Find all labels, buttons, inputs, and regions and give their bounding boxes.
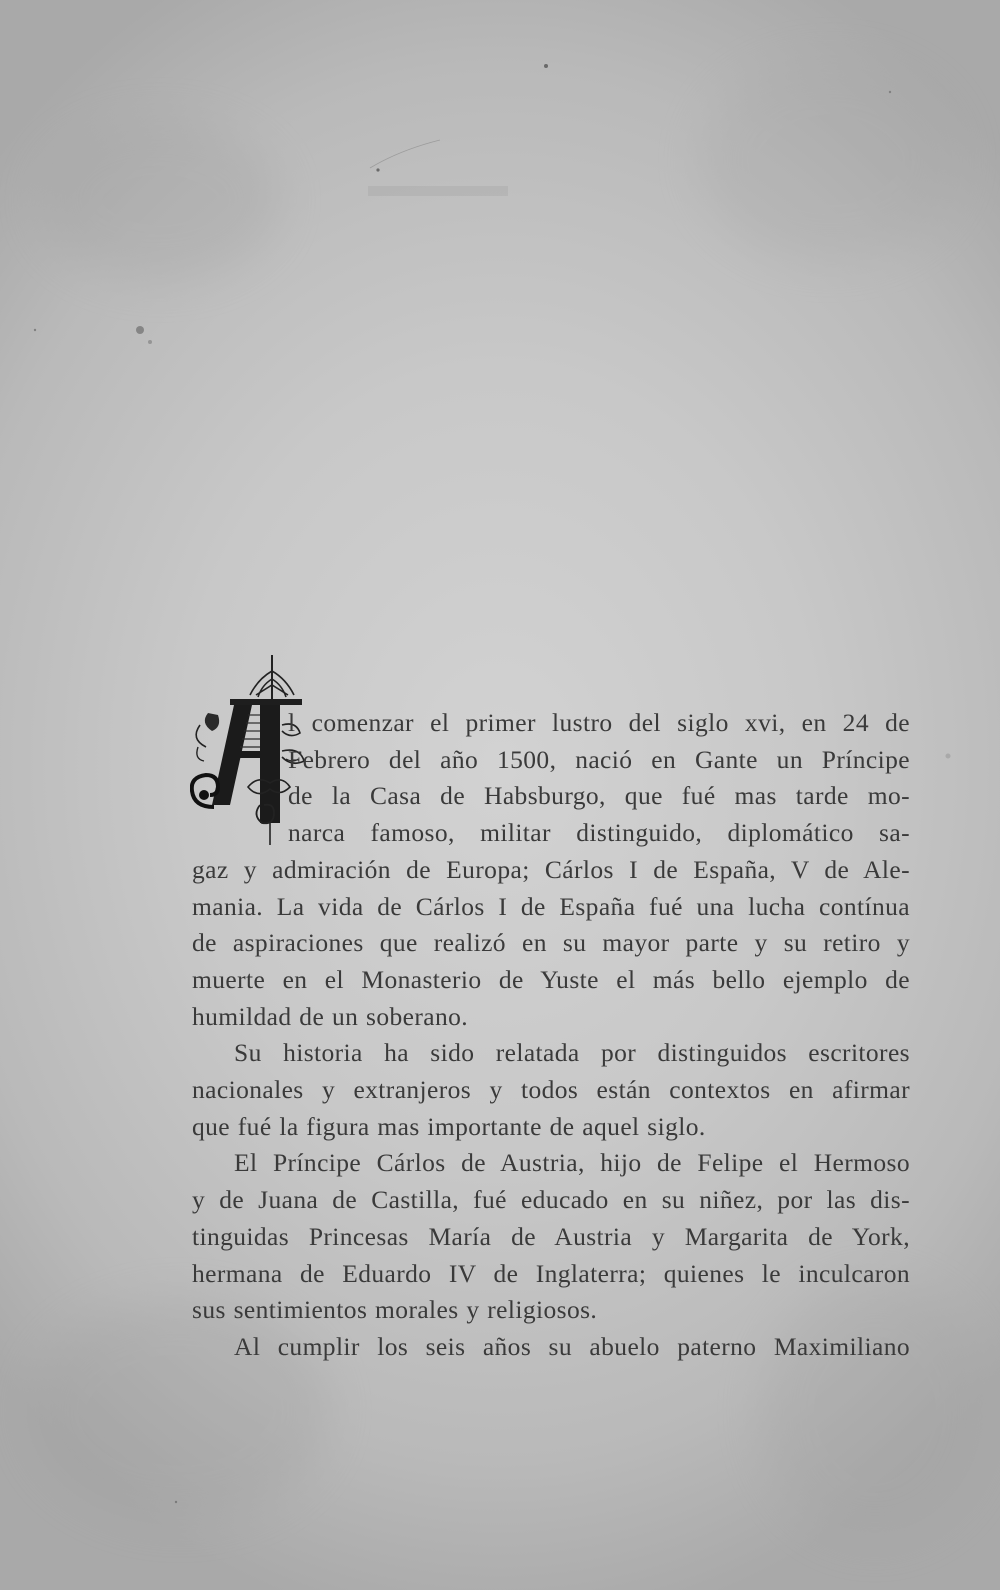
text-line: sus sentimientos morales y religiosos. — [192, 1295, 598, 1325]
text-line: narca famoso, militar distinguido, diplomático sa- — [288, 818, 910, 848]
text-line: Febrero del año 1500, nació en Gante un Príncipe — [288, 744, 910, 774]
faint-show-through-text — [368, 178, 508, 204]
text-line: tinguidas Princesas María de Austria y Margarita de York, — [192, 1221, 910, 1251]
paragraph — [192, 705, 910, 1035]
text-line: Su historia ha sido relatada por distinguidos escritores — [234, 1038, 910, 1068]
text-line: humildad de un soberano. — [192, 1001, 469, 1031]
text-line: El Príncipe Cárlos de Austria, hijo de Felipe el Hermoso — [234, 1148, 910, 1178]
text-line: de aspiraciones que realizó en su mayor parte y su retiro y — [192, 928, 910, 958]
paragraph — [192, 1035, 910, 1145]
text-line: gaz y admiración de Europa; Cárlos I de España, V de Ale- — [192, 854, 910, 884]
text-line: y de Juana de Castilla, fué educado en su niñez, por las dis- — [192, 1185, 910, 1215]
text-line: l comenzar el primer lustro del siglo xvi, en 24 de — [288, 708, 910, 737]
text-line: nacionales y extranjeros y todos están contextos en afirmar — [192, 1075, 910, 1105]
paragraph — [192, 1329, 910, 1366]
text-line: muerte en el Monasterio de Yuste el más bello ejemplo de — [192, 964, 910, 994]
body-text — [192, 705, 910, 1366]
paragraph — [192, 1145, 910, 1329]
text-line: hermana de Eduardo IV de Inglaterra; quienes le inculcaron — [192, 1258, 910, 1288]
text-line: que fué la figura mas importante de aquel siglo. — [192, 1111, 706, 1141]
text-line: mania. La vida de Cárlos I de España fué una lucha contínua — [192, 891, 910, 921]
text-line: de la Casa de Habsburgo, que fué mas tarde mo- — [288, 781, 910, 811]
text-line: Al cumplir los seis años su abuelo paterno Maximiliano — [234, 1331, 910, 1361]
